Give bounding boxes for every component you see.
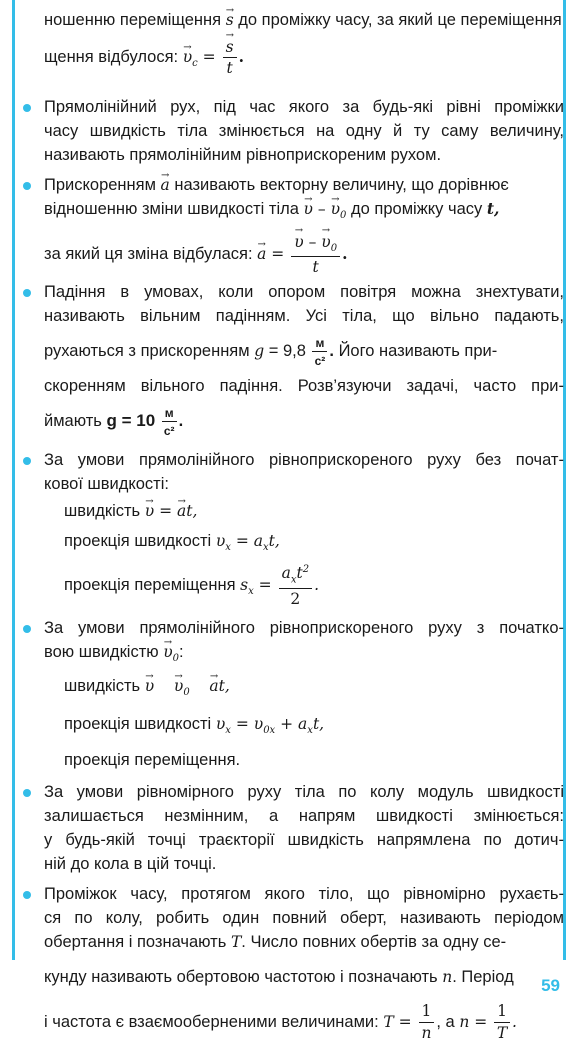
bullet-paragraph-6 <box>20 780 564 876</box>
text: до проміжку часу, за який це переміщення <box>238 11 562 29</box>
text: щення відбулося: <box>44 48 179 66</box>
symbol-a: a <box>281 564 291 583</box>
numerator: 1 <box>419 1004 435 1023</box>
line: вою швидкістю → $\upsilon_0$: <box>44 640 564 671</box>
text: вою швидкістю <box>44 643 159 662</box>
line <box>44 32 564 89</box>
line <box>44 930 564 954</box>
text: за який ця зміна відбулася: <box>44 245 253 264</box>
subscript: x <box>248 586 254 598</box>
bullet-paragraph-2 <box>20 173 564 280</box>
bullet-icon <box>23 891 31 899</box>
text: кунду називають обертовою частотою і позначають <box>44 967 438 986</box>
line: проекція швидкості $\upsilon_x = \upsilon_{0x} + a_xt$, <box>64 714 325 736</box>
subscript: с <box>192 58 198 70</box>
bullet-paragraph-7 <box>20 882 564 1044</box>
text: рухаються з прискоренням <box>44 342 250 361</box>
symbol-v: υ <box>215 714 226 733</box>
subscript: 0 <box>340 210 347 222</box>
bullet-icon <box>23 182 31 190</box>
vector-v: → υ <box>174 671 183 701</box>
vector-s: → s <box>226 40 234 56</box>
value: = 9,8 <box>268 342 306 361</box>
text: . Число повних обертів за одну се- <box>241 932 507 951</box>
unit-den: с² <box>314 353 326 368</box>
bullet-paragraph-5 <box>20 616 564 773</box>
symbol-t: t <box>186 502 193 521</box>
denominator: 2 <box>290 589 301 608</box>
subscript: x <box>225 724 231 736</box>
bullet-paragraph-3 <box>20 280 564 444</box>
vector-a: → a <box>257 228 266 280</box>
vector-a: → a <box>161 173 170 197</box>
vector-s: → s <box>226 8 234 32</box>
vector-v: → υ <box>321 235 330 251</box>
symbol-t: t, <box>486 199 500 219</box>
symbol-n: n <box>421 1023 432 1042</box>
minus: – <box>317 200 326 219</box>
line <box>44 6 564 32</box>
line <box>44 197 564 228</box>
fraction <box>419 1004 435 1041</box>
symbol-t: t <box>218 677 225 696</box>
text: Його називають при- <box>338 342 498 361</box>
vector-v: → υ <box>145 671 154 701</box>
vector-v: → υ <box>163 640 172 664</box>
line: Проміжок часу, протягом якого тіло, що рівномірно рухаєть- <box>44 884 564 903</box>
vector-v: → υ <box>304 197 313 221</box>
symbol-T: T <box>230 932 242 951</box>
vector-v: → υ <box>183 32 192 82</box>
fraction <box>223 37 237 77</box>
text: проекція швидкості <box>64 532 212 551</box>
text: швидкість <box>64 677 141 696</box>
line: і частота є взаємооберненими величинами: T = $\frac{1}{n}$ , а n = $\frac{1}{T}$ . <box>44 1002 517 1042</box>
line: проекція переміщення $s_x$ = $\frac{a_xt^2}{2}$ . <box>64 564 320 608</box>
text: і частота є взаємооберненими величинами: <box>44 1012 379 1031</box>
vector-a: → a <box>177 496 186 526</box>
fraction: $\frac{a_xt^2}{2}$ <box>279 565 313 607</box>
value: g = 10 <box>106 411 156 431</box>
line: ймають g = 10 $\frac{м}{\text{с²}}$ . <box>44 405 184 438</box>
line: називають вільним падінням. Усі тіла, що вільно падають, <box>44 307 564 326</box>
line: скоренням вільного падіння. Розв’язуючи задачі, часто при- <box>44 377 564 396</box>
subscript: 0x <box>263 724 276 736</box>
line: За умови рівномірного руху тіла по колу модуль швидкості <box>44 782 564 801</box>
symbol-v: υ <box>215 532 226 551</box>
symbol-a: a <box>253 532 263 551</box>
bullet-icon <box>23 457 31 465</box>
paragraph-continuation <box>20 6 564 89</box>
line: За умови прямолінійного рівноприскореного руху з початко- <box>44 619 564 638</box>
text: Прискоренням <box>44 176 156 195</box>
vector-v: → υ <box>331 197 340 221</box>
line: проекція переміщення. <box>64 750 241 769</box>
fraction <box>494 1004 510 1041</box>
line: Прямолінійний рух, під час якого за будь-які рівні проміжки <box>44 98 564 117</box>
symbol-T: T <box>496 1023 508 1042</box>
text: обертання і позначають <box>44 932 227 951</box>
text: проекція переміщення <box>64 576 236 595</box>
text: , а <box>436 1012 455 1031</box>
left-margin-bar <box>12 0 15 960</box>
subscript: x <box>290 574 297 586</box>
symbol-t: t <box>312 714 320 733</box>
fraction <box>291 232 340 276</box>
page-content <box>20 6 564 1044</box>
unit-num: м <box>162 407 177 422</box>
line: кової швидкості: <box>44 475 169 494</box>
unit-fraction <box>312 337 327 367</box>
bullet-icon <box>23 104 31 112</box>
minus: – <box>308 232 317 251</box>
subscript: x <box>263 542 269 554</box>
text: відношенню зміни швидкості тіла <box>44 200 299 219</box>
vector-a: → a <box>209 671 218 701</box>
symbol-T: T <box>383 1012 394 1031</box>
line: проекція швидкості $\upsilon_x = a_xt$, <box>64 532 280 554</box>
text: швидкість <box>64 502 141 521</box>
text: . Період <box>452 967 514 986</box>
symbol-n: n <box>459 1012 470 1031</box>
subscript: 0 <box>183 687 190 699</box>
formula-velocity: → $\upsilon_с$ = → $\frac{s}{t}$ . <box>183 48 244 66</box>
vector-v: → υ <box>145 496 154 526</box>
formula-acceleration: → a = → $\frac{\upsilon - \to \upsilon_0}{t}$ . <box>257 245 347 263</box>
line: швидкість → υ → $\upsilon_0$ → at, <box>44 671 564 708</box>
symbol-t: t <box>312 257 319 276</box>
text: ймають <box>44 412 102 431</box>
unit-fraction <box>162 407 177 437</box>
line: часу швидкість тіла змінюється на одну й ту саму величину, <box>44 122 564 141</box>
symbol-t: t <box>296 564 303 583</box>
line: називають прямолінійним рівноприскореним рухом. <box>44 146 442 165</box>
line: швидкість → υ = → at, <box>44 496 564 526</box>
line <box>44 228 564 280</box>
symbol-g: g <box>254 342 265 361</box>
bullet-icon <box>23 789 31 797</box>
text: до проміжку часу <box>351 200 483 219</box>
bullet-paragraph-4 <box>20 448 564 614</box>
text: проекція швидкості <box>64 714 212 733</box>
line: залишається незмінним, а напрям швидкості змінюється: <box>44 806 564 825</box>
subscript: x <box>307 724 313 736</box>
symbol-t: t <box>268 532 275 551</box>
symbol-a: a <box>298 714 308 733</box>
line: За умови прямолінійного рівноприскореного руху без почат- <box>44 451 564 470</box>
subscript: 0 <box>330 242 338 254</box>
page-number: 59 <box>541 976 560 995</box>
line: ся по колу, робить один повний оберт, називають періодом <box>44 908 564 927</box>
symbol-t: t <box>226 59 233 77</box>
text: називають векторну величину, що дорівнює <box>174 176 509 195</box>
numerator: 1 <box>494 1004 510 1023</box>
subscript: 0 <box>172 653 180 665</box>
bullet-icon <box>23 289 31 297</box>
line: Падіння в умовах, коли опором повітря можна знехтувати, <box>44 283 564 302</box>
line: ній до кола в цій точці. <box>44 854 217 873</box>
symbol-n: n <box>442 967 453 986</box>
subscript: x <box>225 542 231 554</box>
line <box>44 954 564 1000</box>
text: ношенню переміщення <box>44 11 222 29</box>
unit-num: м <box>312 337 327 352</box>
line: рухаються з прискоренням g = 9,8 $\frac{м}{\text{с²}}$ . Його називають при- <box>44 335 498 368</box>
bullet-icon <box>23 625 31 633</box>
vector-v: → υ <box>294 235 303 251</box>
symbol-v: υ <box>253 714 264 733</box>
unit-den: с² <box>163 423 175 438</box>
line: у будь-якій точці траєкторії швидкість напрямлена по дотич- <box>44 830 564 849</box>
bullet-paragraph-1 <box>20 95 564 167</box>
